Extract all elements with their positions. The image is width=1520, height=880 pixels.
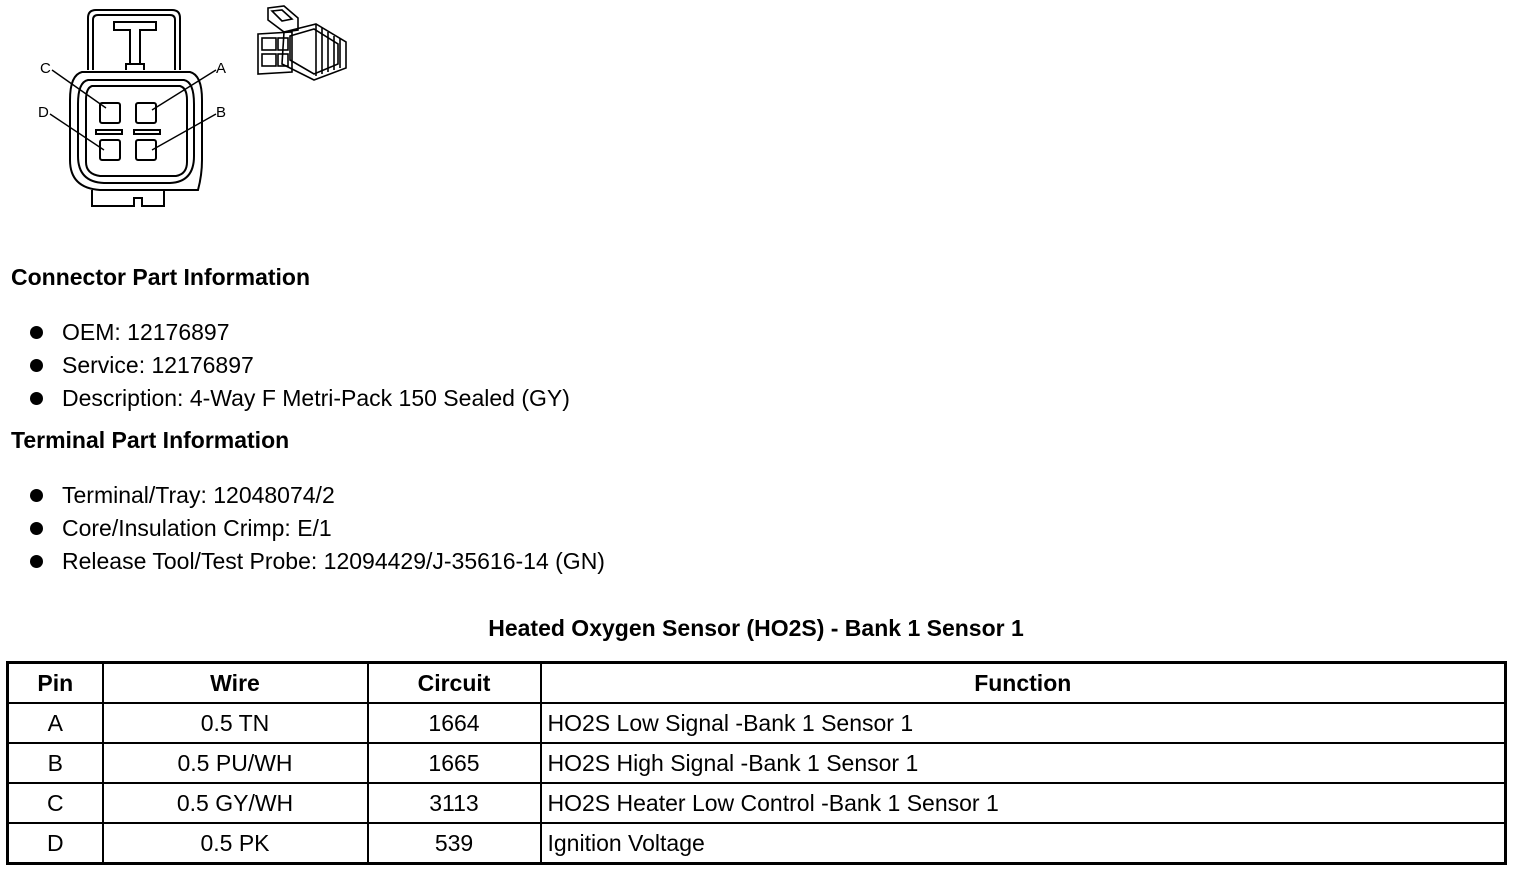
column-header-wire: Wire bbox=[103, 663, 368, 704]
pin-label-d: D bbox=[38, 104, 49, 121]
bullet-icon bbox=[30, 489, 43, 502]
cell-circuit: 539 bbox=[368, 823, 541, 864]
table-row bbox=[8, 783, 1506, 823]
bullet-icon bbox=[30, 392, 43, 405]
cell-circuit: 3113 bbox=[368, 783, 541, 823]
pin-table bbox=[6, 661, 1507, 865]
list-item bbox=[28, 349, 570, 382]
cell-function: HO2S High Signal -Bank 1 Sensor 1 bbox=[541, 743, 1506, 783]
connector-part-info-heading: Connector Part Information bbox=[11, 264, 311, 290]
cell-pin: D bbox=[8, 823, 103, 864]
cell-circuit: 1665 bbox=[368, 743, 541, 783]
terminal-part-info-list bbox=[28, 479, 605, 578]
list-item-text: OEM: 12176897 bbox=[62, 319, 230, 345]
bullet-icon bbox=[30, 326, 43, 339]
list-item-text: Service: 12176897 bbox=[62, 352, 254, 378]
table-row bbox=[8, 703, 1506, 743]
cell-wire: 0.5 PK bbox=[103, 823, 368, 864]
cell-function: HO2S Low Signal -Bank 1 Sensor 1 bbox=[541, 703, 1506, 743]
bullet-icon bbox=[30, 555, 43, 568]
table-row bbox=[8, 823, 1506, 864]
list-item-text: Core/Insulation Crimp: E/1 bbox=[62, 515, 332, 541]
cell-circuit: 1664 bbox=[368, 703, 541, 743]
table-header-row bbox=[8, 663, 1506, 704]
pin-label-c: C bbox=[40, 60, 51, 77]
pin-table-title: Heated Oxygen Sensor (HO2S) - Bank 1 Sensor 1 bbox=[488, 615, 1024, 641]
connector-face-diagram bbox=[30, 0, 250, 215]
pin-label-b: B bbox=[216, 104, 227, 121]
bullet-icon bbox=[30, 359, 43, 372]
connector-iso-diagram bbox=[254, 2, 360, 84]
column-header-circuit: Circuit bbox=[368, 663, 541, 704]
cell-function: Ignition Voltage bbox=[541, 823, 1506, 864]
column-header-function: Function bbox=[541, 663, 1506, 704]
cell-pin: C bbox=[8, 783, 103, 823]
cell-wire: 0.5 PU/WH bbox=[103, 743, 368, 783]
list-item bbox=[28, 512, 605, 545]
terminal-part-info-heading: Terminal Part Information bbox=[11, 427, 290, 453]
table-row bbox=[8, 743, 1506, 783]
list-item-text: Release Tool/Test Probe: 12094429/J-35616-14 (GN) bbox=[62, 548, 605, 574]
cell-pin: B bbox=[8, 743, 103, 783]
bullet-icon bbox=[30, 522, 43, 535]
cell-wire: 0.5 GY/WH bbox=[103, 783, 368, 823]
list-item bbox=[28, 545, 605, 578]
cell-function: HO2S Heater Low Control -Bank 1 Sensor 1 bbox=[541, 783, 1506, 823]
cell-wire: 0.5 TN bbox=[103, 703, 368, 743]
column-header-pin: Pin bbox=[8, 663, 103, 704]
pin-label-a: A bbox=[216, 60, 227, 77]
cell-pin: A bbox=[8, 703, 103, 743]
list-item-text: Description: 4-Way F Metri-Pack 150 Sealed (GY) bbox=[62, 385, 570, 411]
list-item bbox=[28, 316, 570, 349]
list-item bbox=[28, 382, 570, 415]
list-item bbox=[28, 479, 605, 512]
connector-part-info-list bbox=[28, 316, 570, 415]
list-item-text: Terminal/Tray: 12048074/2 bbox=[62, 482, 335, 508]
